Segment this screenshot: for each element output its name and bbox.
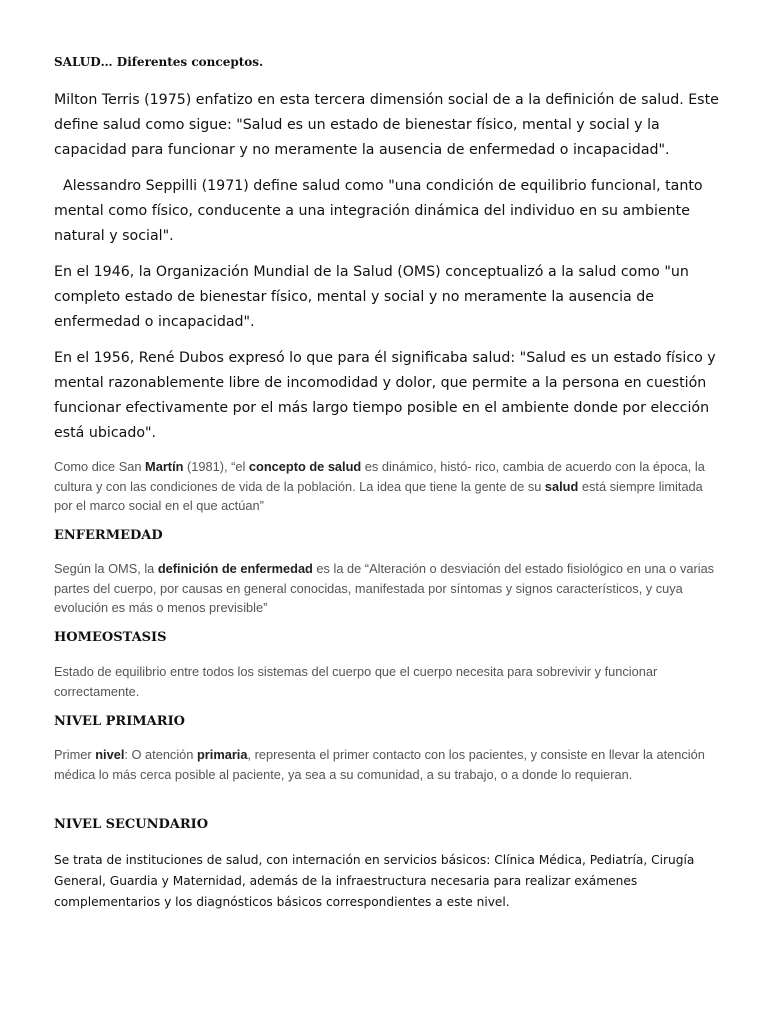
paragraph-san-martin [54, 457, 722, 516]
text-fragment: (1981), “el [183, 459, 249, 474]
paragraph-seppilli: Alessandro Seppilli (1971) define salud como "una condición de equilibrio funcional, tanto mental como físico, conducente a una integración dinámica del individuo en su ambiente natural y social". [54, 178, 703, 244]
heading-nivel-primario: NIVEL PRIMARIO [54, 714, 185, 729]
paragraph-oms-1946: En el 1946, la Organización Mundial de la Salud (OMS) conceptualizó a la salud como "un completo estado de bienestar físico, mental y social y no meramente la ausencia de enfermedad o incapacidad". [54, 264, 689, 330]
text-fragment: Como dice San [54, 459, 146, 474]
paragraph-nivel-secundario: Se trata de instituciones de salud, con internación en servicios básicos: Clínica Médica, Pediatría, Cirugía General, Guardia y Maternidad, además de la infraestructura necesaria para realizar exámenes complementarios y los diagnósticos básicos correspondientes a este nivel. [54, 853, 695, 909]
text-fragment: es la de “Alteración o desviación del estado fisiológico en una o varias partes del cuerpo, por causas en general conocidas, manifestada por síntomas y signos característicos, y cuya evolución es más o menos previsible” [54, 561, 715, 615]
text-fragment: : O atención [124, 747, 197, 762]
bold-fragment: salud [544, 478, 579, 494]
bold-fragment: definición de enfermedad [157, 561, 313, 576]
paragraph-homeostasis: Estado de equilibrio entre todos los sistemas del cuerpo que el cuerpo necesita para sobrevivir y funcionar correctamente. [54, 664, 658, 699]
bold-fragment: nivel [95, 747, 125, 762]
bold-fragment: Martín [145, 459, 184, 474]
heading-homeostasis: HOMEOSTASIS [54, 630, 167, 645]
text-fragment: Primer [54, 747, 96, 762]
text-fragment: está siempre limitada por el marco social en el que actúan” [54, 478, 703, 513]
paragraph-nivel-primario [54, 745, 722, 784]
heading-nivel-secundario: NIVEL SECUNDARIO [54, 817, 209, 832]
text-fragment: , representa el primer contacto con los pacientes, y consiste en llevar la atención médica lo más cerca posible al paciente, ya sea a su comunidad, a su trabajo, o a donde lo requieran. [54, 747, 705, 782]
paragraph-terris: Milton Terris (1975) enfatizo en esta tercera dimensión social de a la definición de salud. Este define salud como sigue: "Salud es un estado de bienestar físico, mental y social y la capacidad para funcionar y no meramente la ausencia de enfermedad o incapacidad". [54, 92, 719, 158]
bold-fragment: primaria [196, 747, 248, 762]
bold-fragment: concepto de salud [248, 459, 362, 474]
heading-enfermedad: ENFERMEDAD [54, 528, 163, 543]
paragraph-dubos: En el 1956, René Dubos expresó lo que para él significaba salud: "Salud es un estado físico y mental razonablemente libre de incomodidad y dolor, que permite a la persona en cuestión funcionar efectivamente por el más largo tiempo posible en el ambiente donde por elección está ubicado". [54, 350, 716, 441]
paragraph-enfermedad [54, 559, 722, 618]
text-fragment: Según la OMS, la [54, 561, 158, 576]
text-fragment: es dinámico, histó- rico, cambia de acuerdo con la época, la cultura y con las condiciones de vida de la población. La idea que tiene la gente de su [54, 459, 705, 494]
document-title: SALUD… Diferentes conceptos. [54, 55, 264, 69]
